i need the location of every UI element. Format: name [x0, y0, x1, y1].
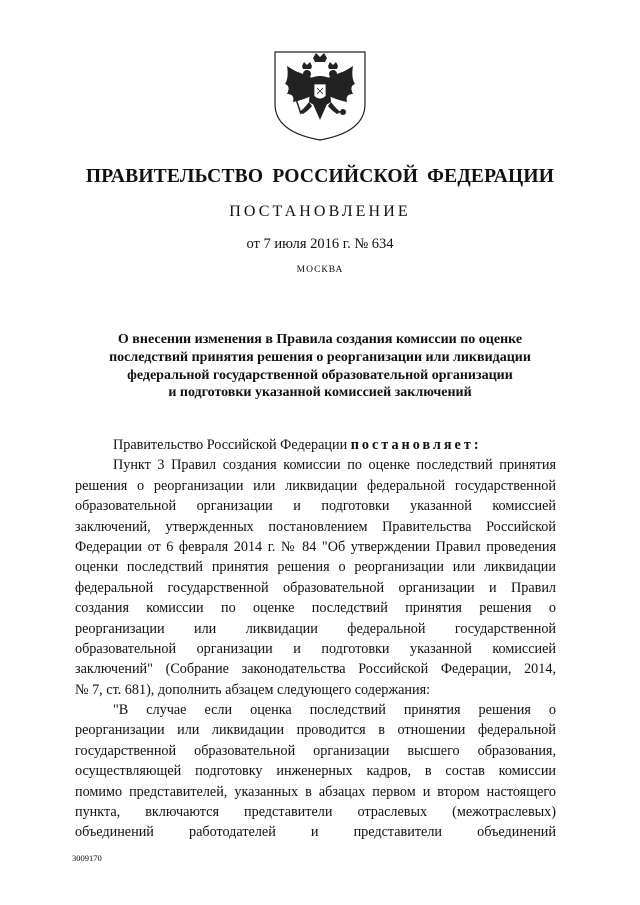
body-line: Федерации от 6 февраля 2014 г. № 84 "Об утверждении Правил проведения — [75, 538, 556, 555]
body-line: реорганизации или ликвидации проводится в отношении федеральной — [75, 722, 556, 739]
intro-text: Правительство Российской Федерации — [113, 437, 351, 453]
body-line: № 7, ст. 681), дополнить абзацем следующего содержания: — [75, 681, 431, 698]
coat-of-arms-emblem — [269, 44, 371, 144]
decree-word: постановляет: — [350, 437, 482, 453]
subject-line: и подготовки указанной комиссией заключений — [168, 385, 472, 401]
document-date-number: от 7 июля 2016 г. № 634 — [246, 236, 394, 252]
body-line: реорганизации или ликвидации федеральной государственной — [75, 620, 556, 637]
body-line: Пункт 3 Правил создания комиссии по оценке последствий принятия — [113, 457, 556, 474]
subject-line: О внесении изменения в Правила создания комиссии по оценке — [117, 332, 523, 347]
subject-line: федеральной государственной образовательной организации — [127, 367, 513, 383]
document-code: 3009170 — [72, 853, 102, 863]
body-line: объединений работодателей и представители объединений — [75, 824, 556, 841]
body-intro — [75, 435, 556, 455]
body-line: федеральной государственной образовательной организации и Правил — [75, 579, 556, 596]
body-line: помимо представителей, указанных в абзацах первом и втором настоящего — [75, 783, 556, 800]
government-title: ПРАВИТЕЛЬСТВО РОССИЙСКОЙ ФЕДЕРАЦИИ — [85, 166, 555, 187]
body-line: образовательной организации и подготовки указанной комиссией — [75, 640, 556, 657]
body-line: государственной образовательной организации высшего образования, — [75, 742, 556, 759]
document-type: ПОСТАНОВЛЕНИЕ — [229, 203, 411, 220]
body-line: осуществляющей подготовку инженерных кадров, в состав комиссии — [75, 763, 556, 780]
document-subject — [80, 331, 560, 402]
document-city: МОСКВА — [296, 265, 344, 275]
subject-line: последствий принятия решения о реорганизации или ликвидации — [109, 349, 531, 365]
body-line: образовательной организации и подготовки указанной комиссией — [75, 498, 556, 515]
body-line: решения о реорганизации или ликвидации федеральной государственной — [75, 477, 556, 494]
body-line: создания комиссии по оценке последствий принятия решения о — [75, 600, 556, 617]
document-body — [75, 435, 556, 843]
body-line: пункта, включаются представители отраслевых (межотраслевых) — [75, 804, 556, 821]
double-headed-eagle-icon — [269, 44, 371, 144]
body-line: оценки последствий принятия решения о реорганизации или ликвидации — [75, 559, 556, 576]
body-line: заключений" (Собрание законодательства Российской Федерации, 2014, — [75, 661, 556, 678]
body-line: заключений, утвержденных постановлением Правительства Российской — [75, 518, 556, 535]
body-line: "В случае если оценка последствий принятия решения о — [113, 702, 556, 719]
